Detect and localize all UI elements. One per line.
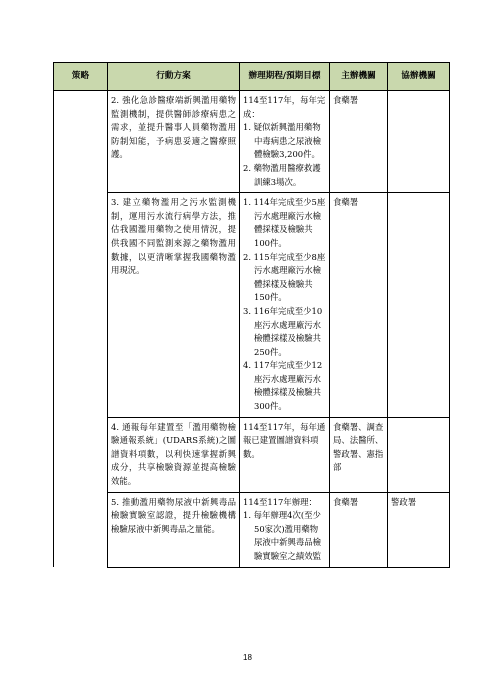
table-header-row [54,63,450,91]
target-item: 4. 117年完成至少12座污水處理廠污水檢體採樣及檢驗共300件。 [243,360,323,412]
target-intro: 114至117年，每年完成： [243,95,326,119]
header-action: 行動方案 [108,63,240,91]
action-cell: 3. 建立藥物濫用之污水監測機制，運用污水流行病學方法，推估我國濫用藥物之使用情況，提供我國不同監測來源之藥物濫用數據，以更清晰掌握我國藥物濫用現況。 [108,193,240,418]
lead-agency-cell: 食藥署 [330,91,388,193]
action-plan-table [53,62,450,568]
page-number: 18 [243,653,252,662]
assist-agency-cell [388,193,450,418]
assist-agency-cell [388,417,450,492]
table-row [54,193,450,418]
target-item: 1. 每年辦理4次(至少50家次)濫用藥物尿液中新興毒品檢驗實驗室之績效監 [243,510,321,561]
target-item: 3. 116年完成至少10座污水處理廠污水檢體採樣及檢驗共250件。 [243,305,323,357]
lead-agency-cell: 食藥署 [330,492,388,567]
target-cell [240,91,330,193]
table-row [54,492,450,567]
action-cell: 4. 通報每年建置至「濫用藥物檢驗通報系統」(UDARS系統)之圖譜資料項數，以利快速掌握新興成分，共享檢驗資源並提高檢驗效能。 [108,417,240,492]
target-cell [240,492,330,567]
target-intro: 114至117年，每年通報已建置圖譜資料項數。 [243,421,326,459]
table-row [54,417,450,492]
target-cell [240,417,330,492]
action-cell: 5. 推動濫用藥物尿液中新興毒品檢驗實驗室認證，提升檢驗機構檢驗尿液中新興毒品之量能。 [108,492,240,567]
assist-agency-cell: 警政署 [388,492,450,567]
strategy-cell [54,91,108,568]
assist-agency-cell [388,91,450,193]
header-lead-agency: 主辦機關 [330,63,388,91]
header-assist-agency: 協辦機關 [388,63,450,91]
table-row [54,91,450,193]
target-intro: 114至117年辦理： [243,496,317,507]
target-cell [240,193,330,418]
lead-agency-cell: 食藥署、調查局、法醫所、警政署、憲指部 [330,417,388,492]
target-item: 1. 疑似新興濫用藥物中毒病患之尿液檢體檢驗3,200件。 [243,122,321,160]
target-item: 2. 藥物濫用醫療救護訓練3場次。 [243,162,321,187]
lead-agency-cell: 食藥署 [330,193,388,418]
header-target: 辦理期程/預期目標 [240,63,330,91]
target-item: 1. 114年完成至少5座污水處理廠污水檢體採樣及檢驗共100件。 [243,197,326,248]
action-cell: 2. 強化急診醫療端新興濫用藥物監測機制，提供醫師診療病患之需求，並提升醫事人員藥物濫用防制知能，予病患妥適之醫療照護。 [108,91,240,193]
target-item: 2. 115年完成至少8座污水處理廠污水檢體採樣及檢驗共150件。 [243,251,326,303]
header-strategy: 策略 [54,63,108,91]
